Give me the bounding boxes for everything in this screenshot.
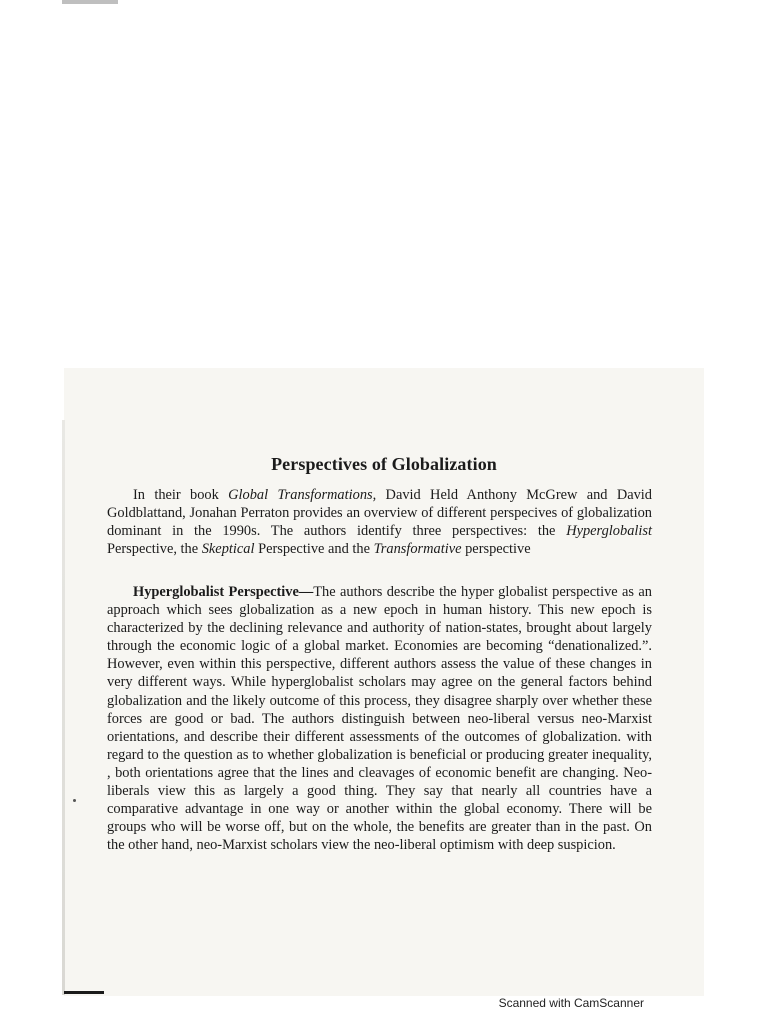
margin-mark bbox=[73, 799, 76, 802]
book-title: Global Transformations, bbox=[228, 487, 377, 503]
intro-text: perspective bbox=[461, 541, 531, 558]
intro-text: Perspective and the bbox=[254, 541, 374, 558]
term-transformative: Transformative bbox=[373, 541, 462, 558]
intro-paragraph bbox=[107, 486, 652, 558]
scan-artifact bbox=[62, 0, 118, 4]
page-title: Perspectives of Globalization bbox=[271, 454, 497, 474]
term-hyperglobalist: Hyperglobalist bbox=[566, 523, 652, 540]
section-heading: Hyperglobalist Perspective— bbox=[133, 584, 314, 600]
page-bottom-edge bbox=[64, 991, 104, 994]
hyperglobalist-paragraph bbox=[107, 583, 652, 854]
page-edge-shadow bbox=[62, 420, 65, 995]
intro-text: David Held Anthony McGrew and David Goldblattand, Jonahan Perraton provides an overview of different perspecives of globalization dominant in the 1990s. The authors identify three perspectives: the bbox=[107, 487, 653, 540]
intro-text: Perspective, the bbox=[107, 541, 202, 558]
term-skeptical: Skeptical bbox=[201, 541, 255, 558]
scanner-watermark: Scanned with CamScanner bbox=[498, 996, 644, 1010]
section-text: The authors describe the hyper globalist perspective as an approach which sees globalization as a new epoch in human history. This new epoch is characterized by the declining relevance and authority of nation-states, brought about largely through the economic logic of a global market. Economies are becoming “denationalized.”. However, even within this perspective, different authors assess the value of these changes in very different ways. While hyperglobalist scholars may agree on the general factors behind globalization and the likely outcome of this process, they disagree sharply over whether these forces are good or bad. The authors distinguish between neo-liberal versus neo-Marxist orientations, and describe their different assessments of the outcomes of globalization. with regard to the question as to whether globalization is beneficial or producing greater inequality, , both orientations agree that the lines and cleavages of economic benefit are changing. Neo-liberals view this as largely a good thing. They say that nearly all countries have a comparative advantage in one way or another within the global economy. There will be groups who will be worse off, but on the whole, the benefits are greater than in the past. On the other hand, neo-Marxist scholars view the neo-liberal optimism with deep suspicion. bbox=[107, 584, 652, 854]
intro-text: In their book bbox=[133, 487, 229, 503]
